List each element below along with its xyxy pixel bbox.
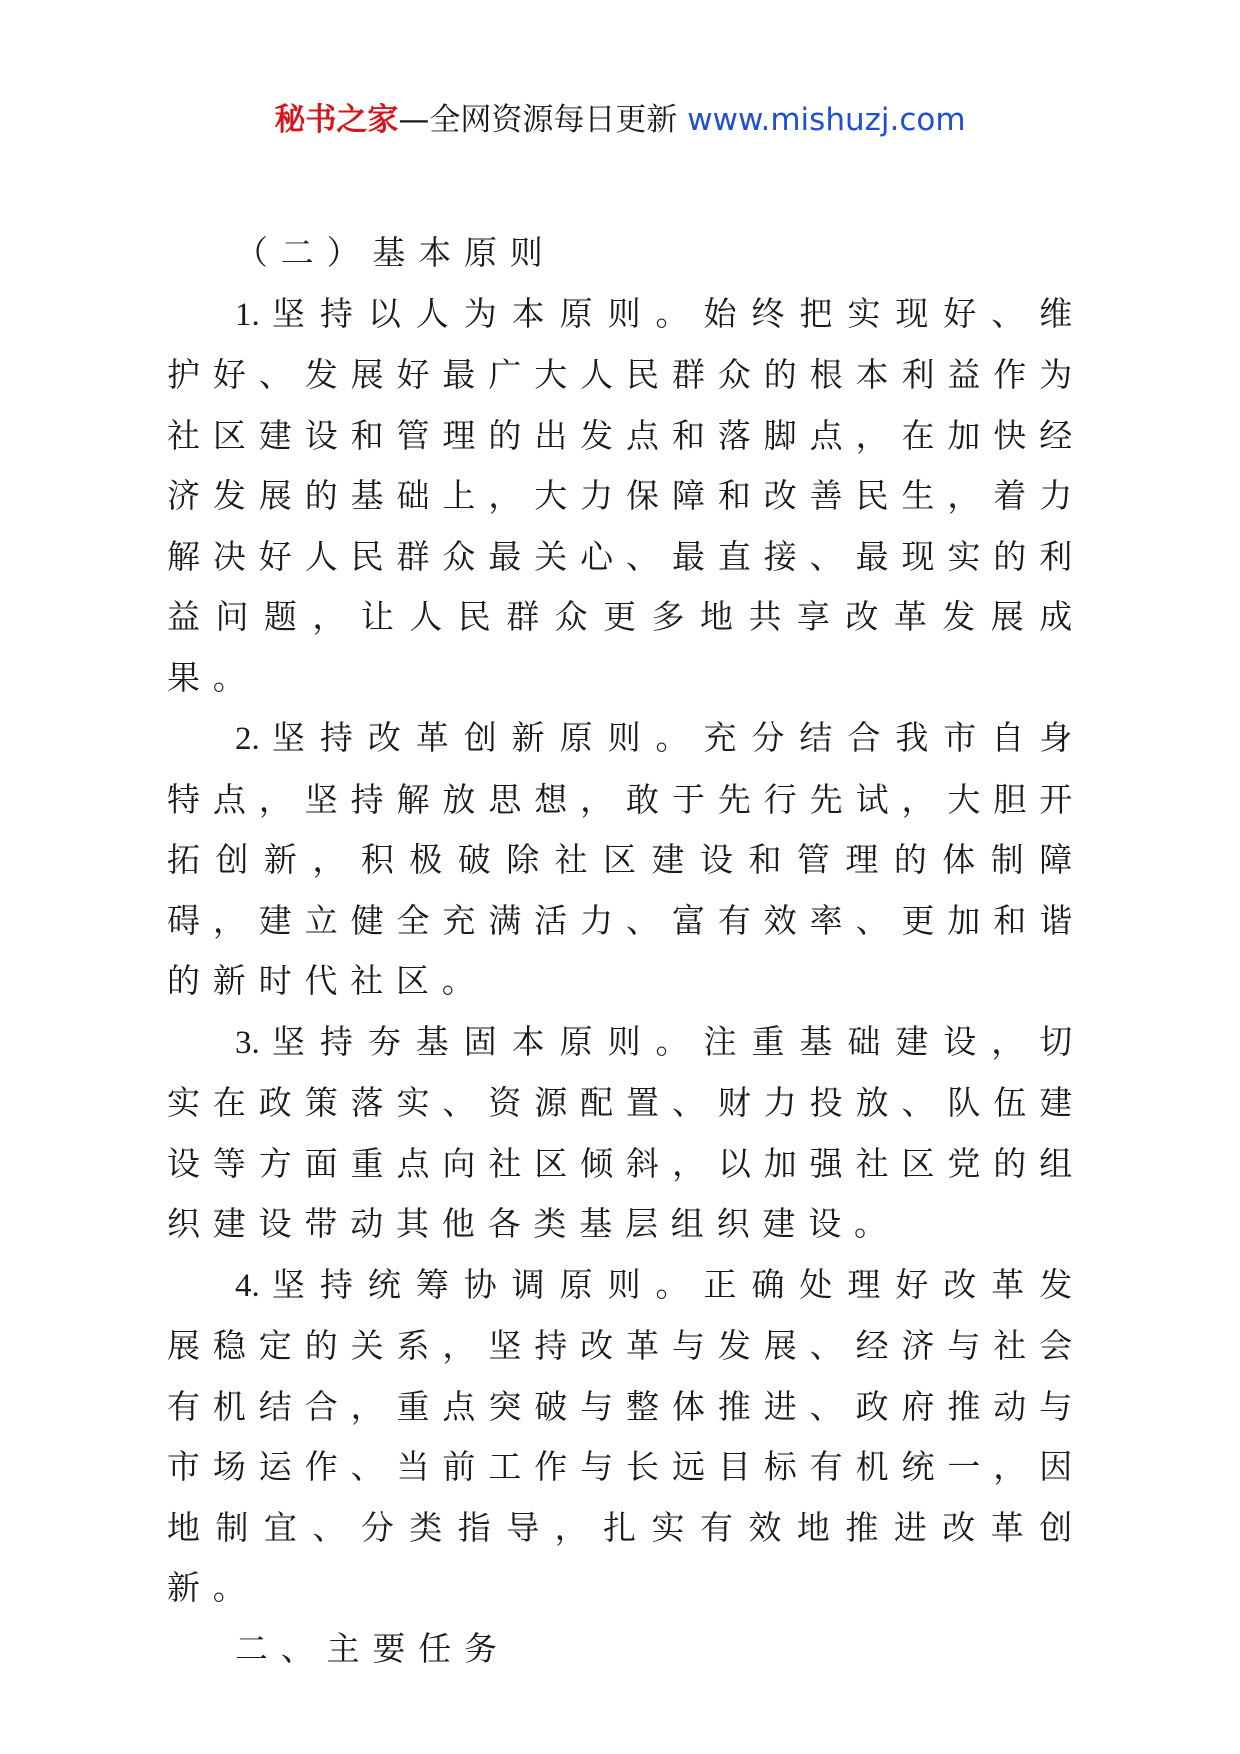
principle-paragraph-2 xyxy=(167,708,1085,1012)
principle-number: 4. xyxy=(235,1267,260,1304)
principle-paragraph-4 xyxy=(167,1255,1085,1619)
brand-name: 秘书之家 xyxy=(274,102,399,138)
principle-paragraph-1 xyxy=(167,284,1085,709)
principle-text: 坚持夯基固本原则。注重基础建设，切实在政策落实、资源配置、财力投放、队伍建设等方面重点向社区倾斜，以加强社区党的组织建设带动其他各类基层组织建设。 xyxy=(167,1021,1085,1243)
principle-text: 坚持以人为本原则。始终把实现好、维护好、发展好最广大人民群众的根本利益作为社区建设和管理的出发点和落脚点，在加快经济发展的基础上，大力保障和改善民生，着力解决好人民群众最关心、最直接、最现实的利益问题，让人民群众更多地共享改革发展成果。 xyxy=(167,293,1085,697)
principle-number: 2. xyxy=(235,721,260,757)
section-heading-main-tasks: 二、主要任务 xyxy=(235,1628,510,1668)
principle-number: 1. xyxy=(235,296,260,333)
section-heading-basic-principles: （二）基本原则 xyxy=(235,233,556,272)
principle-paragraph-3 xyxy=(167,1012,1085,1255)
site-url-link[interactable]: www.mishuzj.com xyxy=(687,102,966,138)
principle-number: 3. xyxy=(235,1024,260,1061)
principle-text: 坚持改革创新原则。充分结合我市自身特点，坚持解放思想，敢于先行先试，大胆开拓创新，积极破除社区建设和管理的体制障碍，建立健全充满活力、富有效率、更加和谐的新时代社区。 xyxy=(167,718,1085,1000)
document-body xyxy=(167,223,1085,1679)
site-header xyxy=(0,98,1240,142)
principle-text: 坚持统筹协调原则。正确处理好改革发展稳定的关系，坚持改革与发展、经济与社会有机结合，重点突破与整体推进、政府推动与市场运作、当前工作与长远目标有机统一，因地制宜、分类指导，扎实有效地推进改革创新。 xyxy=(167,1264,1085,1607)
header-tagline: —全网资源每日更新 xyxy=(398,102,678,138)
